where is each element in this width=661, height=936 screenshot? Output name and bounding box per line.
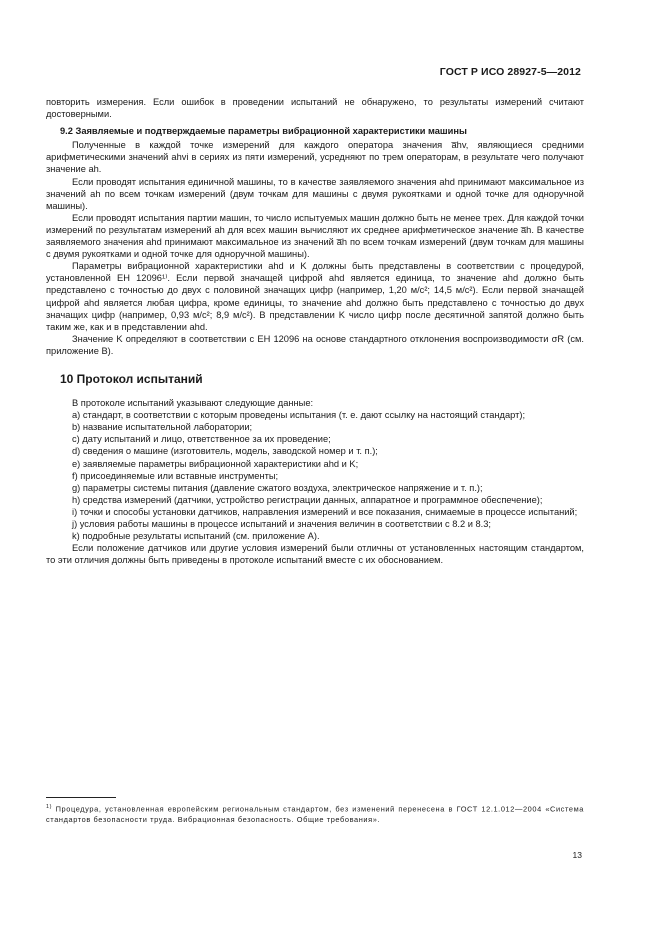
footnote-divider xyxy=(46,797,116,798)
list-item: f) присоединяемые или вставные инструменты; xyxy=(72,470,279,481)
subsection-heading-9-2: 9.2 Заявляемые и подтверждаемые параметры вибрационной характеристики машины xyxy=(60,126,467,137)
list-item: b) название испытательной лаборатории; xyxy=(72,422,253,433)
list-item: a) стандарт, в соответствии с которым проведены испытания (т. е. дают ссылку на настоящий стандарт); xyxy=(72,410,526,421)
page-number: 13 xyxy=(572,850,582,860)
paragraph-presentation: Параметры вибрационной характеристики ahd и K должны быть представлены в соответствии с процедурой, установленной ЕН 12096¹⁾. Если первой значащей цифрой ahd является единица, то значение ahd должно быть представлено с точностью до двух с половиной значащих цифр (например, 1,20 м/с²; 14,5 м/с²). Если первой значащей цифрой ahd является любая цифра, кроме единицы, то значение ahd должно быть представлено с точностью до двух значащих цифр (например, 0,93 м/с²; 8,9 м/с²). В представлении K число цифр после десятичной запятой должно быть таким же, как и в представлении ahd. xyxy=(46,261,584,332)
paragraph-k-value: Значение K определяют в соответствии с ЕН 12096 на основе стандартного отклонения воспроизводимости σR (см. приложение В). xyxy=(46,333,584,356)
continued-paragraph: повторить измерения. Если ошибок в проведении испытаний не обнаружено, то результаты измерений считают достоверными. xyxy=(46,97,584,120)
paragraph-batch-machines: Если проводят испытания партии машин, то число испытуемых машин должно быть не менее трех. Для каждой точки измерений по результатам измерений ah для всех машин вычисляют их среднее арифметическое значение a̅h. В качестве заявляемого значения ahd принимают максимальное из значений a̅h по всем точкам измерений (двум точкам для машины с двумя рукоятками и одной точке для одноручной машины). xyxy=(46,212,584,260)
main-text xyxy=(46,96,584,566)
standard-header: ГОСТ Р ИСО 28927-5—2012 xyxy=(439,66,581,78)
section-heading-10: 10 Протокол испытаний xyxy=(60,371,203,386)
footnote xyxy=(46,802,584,825)
list-item: c) дату испытаний и лицо, ответственное за их проведение; xyxy=(72,434,331,445)
report-intro: В протоколе испытаний указывают следующие данные: xyxy=(72,398,314,409)
paragraph-averaging: Полученные в каждой точке измерений для каждого оператора значения a̅hv, являющиеся средними арифметическими значений ahvi в сериях из пяти измерений, усредняют по трем операторам, в результате чего получают значение ah. xyxy=(46,140,584,175)
list-item: e) заявляемые параметры вибрационной характеристики ahd и K; xyxy=(72,458,359,469)
list-item: d) сведения о машине (изготовитель, модель, заводской номер и т. п.); xyxy=(72,446,378,457)
report-closing: Если положение датчиков или другие условия измерений были отличны от установленных настоящим стандартом, то эти отличия должны быть приведены в протоколе испытаний вместе с их обоснованием. xyxy=(46,543,584,566)
footnote-text: Процедура, установленная европейским региональным стандартом, без изменений перенесена в ГОСТ 12.1.012—2004 «Система стандартов безопасности труда. Вибрационная безопасность. Общие требования». xyxy=(46,804,585,825)
footnote-mark: 1) xyxy=(46,804,53,810)
list-item: g) параметры системы питания (давление сжатого воздуха, электрическое напряжение и т. п.); xyxy=(72,482,483,493)
paragraph-single-machine: Если проводят испытания единичной машины, то в качестве заявляемого значения ahd принимают максимальное из значений ah по всем точкам измерений (двум точкам для машины с двумя рукоятками и одной точке для одноручной машины). xyxy=(46,176,584,211)
list-item: i) точки и способы установки датчиков, направления измерений и все показания, снимаемые в процессе испытаний; xyxy=(72,506,578,517)
list-item: j) условия работы машины в процессе испытаний и значения величин в соответствии с 8.2 и 8.3; xyxy=(72,519,491,529)
list-item: k) подробные результаты испытаний (см. приложение А). xyxy=(72,531,320,542)
list-item: h) средства измерений (датчики, устройство регистрации данных, аппаратное и программное обеспечение); xyxy=(72,494,543,505)
